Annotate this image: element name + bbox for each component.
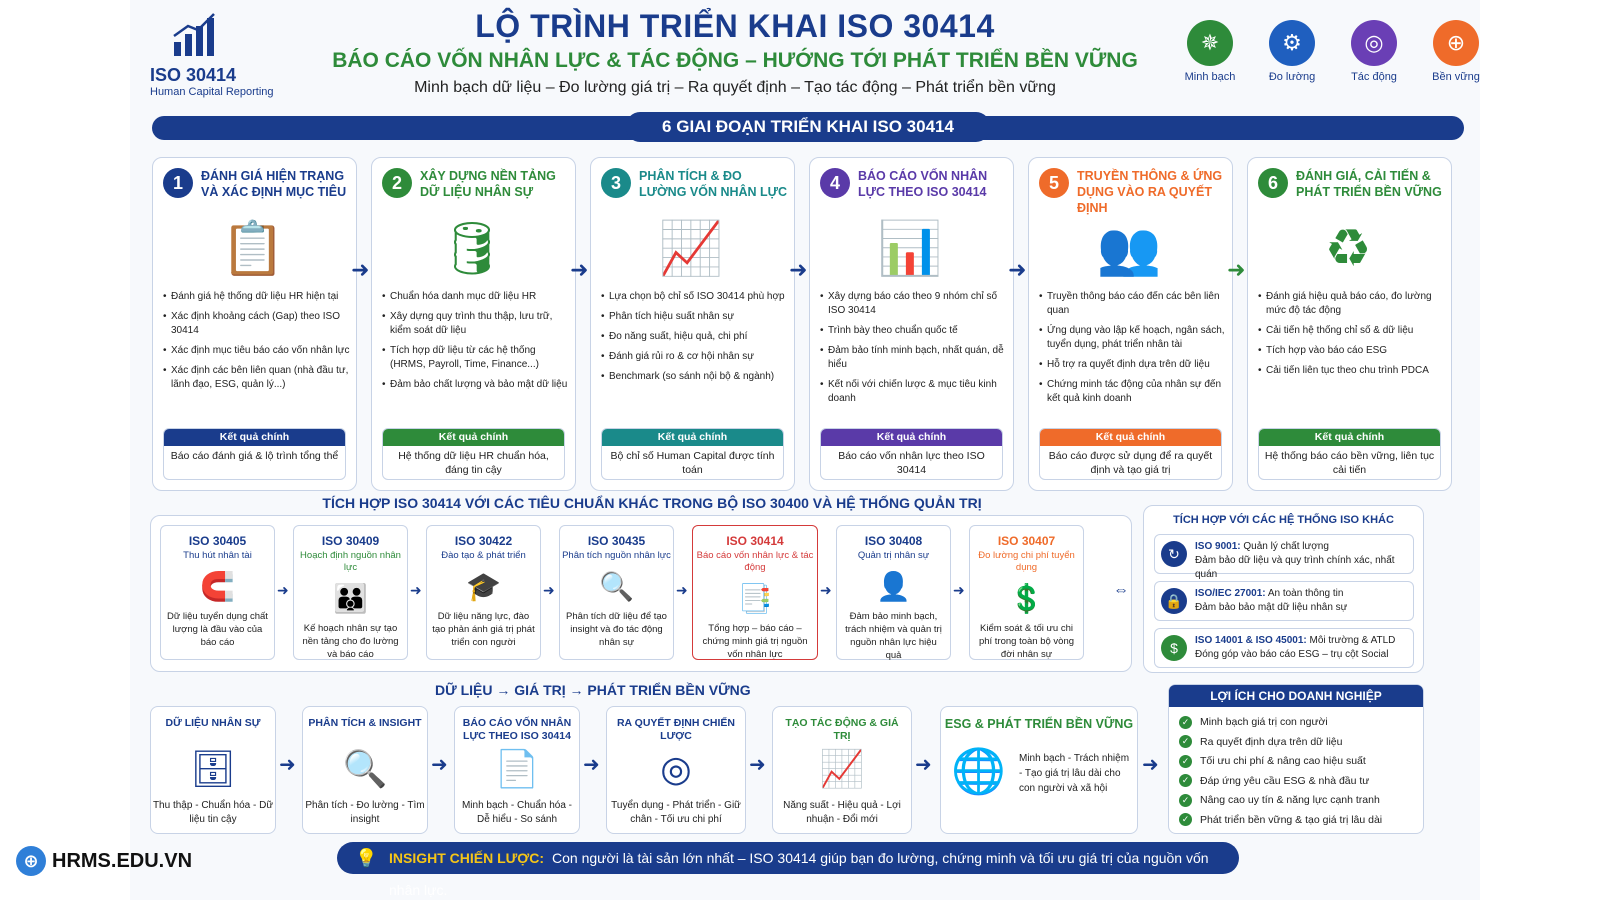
phase-result — [1039, 428, 1222, 480]
phase-card-4 — [809, 157, 1014, 491]
phase-card-6 — [1247, 157, 1452, 491]
lightbulb-icon: 💡 — [355, 848, 378, 868]
flow-esg-desc: Minh bạch - Trách nhiệm - Tạo giá trị lâu dài cho con người và xã hội — [1019, 753, 1130, 794]
globe-icon: ⊕ — [16, 846, 46, 876]
check-icon: ✓ — [1179, 794, 1192, 807]
standard-desc: Dữ liệu năng lực, đào tạo phản ánh giá trị phát triển con người — [432, 611, 535, 648]
flow-step-title: BÁO CÁO VỐN NHÂN LỰC THEO ISO 30414 — [462, 717, 572, 742]
magnifier-chart-icon: 🔍 — [342, 748, 388, 789]
standard-desc: Kế hoạch nhân sự tạo nền tảng cho đo lường và báo cáo — [302, 623, 399, 660]
phase-item: • Chuẩn hóa danh mục dữ liệu HR — [382, 290, 570, 304]
standard-code: ISO 30405 — [188, 534, 247, 548]
flow-step-3 — [454, 706, 580, 834]
standard-desc: Kiểm soát & tối ưu chi phí trong toàn bộ vòng đời nhân sự — [978, 623, 1075, 660]
site-name: HRMS.EDU.VN — [52, 849, 193, 872]
arrow-right-icon: ➜ — [820, 582, 832, 598]
standard-name: Quản trị nhân sự — [857, 550, 930, 561]
benefit-text: Ra quyết định dựa trên dữ liệu — [1200, 735, 1343, 748]
lock-icon: 🔒 — [1161, 588, 1187, 614]
flow-esg-title: ESG & PHÁT TRIỂN BỀN VỮNG — [944, 717, 1134, 731]
standard-name: Thu hút nhân tài — [183, 550, 252, 561]
other-iso-desc: Đảm bảo bảo mật dữ liệu nhân sự — [1195, 602, 1348, 613]
other-iso-row — [1154, 628, 1414, 668]
flow-step-title: RA QUYẾT ĐỊNH CHIẾN LƯỢC — [616, 717, 736, 742]
other-iso-panel — [1143, 505, 1424, 673]
standard-card-30405 — [160, 525, 275, 660]
phase-item: • Truyền thông báo cáo đến các bên liên quan — [1039, 290, 1227, 318]
phase-result-label: Kết quả chính — [1040, 429, 1221, 446]
flow-step-5 — [772, 706, 912, 834]
standard-card-30408 — [836, 525, 951, 660]
arrow-right-icon: ➜ — [279, 754, 296, 776]
check-icon: ✓ — [1179, 735, 1192, 748]
flow-step-title: PHÂN TÍCH & INSIGHT — [308, 717, 422, 729]
clipboard-magnifier-icon: 📋 — [220, 220, 286, 278]
benefit-text: Đáp ứng yêu cầu ESG & nhà đầu tư — [1200, 774, 1370, 787]
phase-item: • Tích hợp vào báo cáo ESG — [1258, 344, 1446, 358]
benefit-item — [1179, 752, 1423, 772]
phase-item: • Cải tiến liên tục theo chu trình PDCA — [1258, 364, 1446, 378]
phase-item: • Cải tiến hệ thống chỉ số & dữ liệu — [1258, 324, 1446, 338]
cost-cycle-icon: 💲 — [1009, 583, 1044, 614]
phase-result-text: Báo cáo đánh giá & lộ trình tổng thể — [170, 450, 339, 462]
other-iso-code: ISO 14001 & ISO 45001: — [1195, 635, 1307, 646]
benefit-text: Tối ưu chi phí & nâng cao hiệu suất — [1200, 755, 1366, 767]
benefit-item — [1179, 733, 1423, 753]
dollar-cycle-icon: $ — [1161, 635, 1187, 661]
other-iso-row — [1154, 581, 1414, 621]
phase-card-3 — [590, 157, 795, 491]
phase-title: PHÂN TÍCH & ĐO LƯỜNG VỐN NHÂN LỰC — [639, 169, 788, 199]
badge-label: Tác động — [1351, 71, 1397, 83]
phase-result — [1258, 428, 1441, 480]
other-iso-name: Quản lý chất lượng — [1243, 541, 1329, 552]
phase-result-text: Bộ chỉ số Human Capital được tính toán — [610, 450, 775, 476]
phase-items — [820, 290, 1008, 412]
other-iso-code: ISO/IEC 27001: — [1195, 588, 1266, 599]
benefit-item — [1179, 713, 1423, 733]
phases-banner-label: 6 GIAI ĐOẠN TRIỂN KHAI ISO 30414 — [626, 112, 990, 142]
standard-code: ISO 30435 — [587, 534, 646, 548]
arrow-right-icon: ➜ — [953, 582, 965, 598]
integration-title: TÍCH HỢP ISO 30414 VỚI CÁC TIÊU CHUẨN KHÁC TRONG BỘ ISO 30400 VÀ HỆ THỐNG QUẢN TRỊ — [322, 495, 982, 511]
magnet-people-icon: 🧲 — [200, 571, 235, 602]
arrow-right-icon: ➜ — [570, 257, 589, 282]
phase-item: • Xác định khoảng cách (Gap) theo ISO 30414 — [163, 310, 351, 338]
phase-item: • Xác định mục tiêu báo cáo vốn nhân lực — [163, 344, 351, 358]
arrow-right-icon: ➜ — [1227, 257, 1246, 282]
insight-bar — [337, 842, 1239, 898]
compass-icon: ✵ — [1187, 20, 1233, 66]
flow-step-4 — [606, 706, 746, 834]
standard-name: Phân tích nguồn nhân lực — [562, 550, 671, 561]
org-people-icon: 👪 — [333, 583, 368, 614]
check-icon: ✓ — [1179, 813, 1192, 826]
phase-number: 5 — [1039, 168, 1069, 198]
flow-step-desc: Thu thập - Chuẩn hóa - Dữ liệu tin cậy — [152, 800, 274, 825]
standard-code: ISO 30422 — [454, 534, 513, 548]
other-iso-text — [1195, 634, 1410, 662]
benefit-item — [1179, 791, 1423, 811]
badge-label: Đo lường — [1268, 71, 1316, 83]
flow-title: DỮ LIỆU → GIÁ TRỊ → PHÁT TRIỂN BỀN VỮNG — [435, 682, 751, 698]
benefit-text: Nâng cao uy tín & năng lực cạnh tranh — [1200, 794, 1380, 806]
badge-impact — [1344, 20, 1404, 83]
page-subtitle: BÁO CÁO VỐN NHÂN LỰC & TÁC ĐỘNG – HƯỚNG TỚI PHÁT TRIỂN BỀN VỮNG — [332, 49, 1138, 72]
phase-item: • Đảm bảo tính minh bạch, nhất quán, dễ hiểu — [820, 344, 1008, 372]
report-icon: 📑 — [737, 583, 773, 614]
standard-name: Đào tạo & phát triển — [441, 550, 526, 561]
value-badges — [1180, 20, 1486, 83]
phase-result — [601, 428, 784, 480]
report-dashboard-icon: 📊 — [877, 220, 943, 278]
phase-result-text: Báo cáo vốn nhân lực theo ISO 30414 — [838, 450, 985, 476]
arrow-right-icon: ➜ — [789, 257, 808, 282]
standard-code: ISO 30408 — [864, 534, 923, 548]
standard-desc: Phân tích dữ liệu để tạo insight và đo tác động nhân sự — [566, 611, 667, 648]
benefits-panel — [1168, 684, 1424, 834]
phase-result-label: Kết quả chính — [821, 429, 1002, 446]
phase-items — [601, 290, 789, 390]
phase-items — [163, 290, 351, 398]
header — [320, 8, 1150, 97]
arrow-right-icon: ➜ — [676, 582, 688, 598]
page-tagline: Minh bạch dữ liệu – Đo lường giá trị – Ra quyết định – Tạo tác động – Phát triển bền vững — [414, 79, 1056, 96]
phase-result-text: Báo cáo được sử dụng để ra quyết định và tạo giá trị — [1048, 450, 1213, 476]
phase-item: • Chứng minh tác động của nhân sự đến kết quả kinh doanh — [1039, 378, 1227, 406]
badge-measurement — [1262, 20, 1322, 83]
phase-item: • Hỗ trợ ra quyết định dựa trên dữ liệu — [1039, 358, 1227, 372]
other-iso-code: ISO 9001: — [1195, 541, 1241, 552]
other-iso-desc: Đóng góp vào báo cáo ESG – trụ cột Social — [1195, 649, 1389, 660]
phase-result — [820, 428, 1003, 480]
standard-card-30407 — [969, 525, 1084, 660]
standard-card-30414 — [692, 525, 818, 660]
arrow-right-icon: ➜ — [1008, 257, 1027, 282]
benefit-text: Minh bạch giá trị con người — [1200, 716, 1328, 728]
standard-card-30422 — [426, 525, 541, 660]
arrow-right-icon: ➜ — [431, 754, 448, 776]
database-gear-icon: 🛢 — [438, 220, 505, 278]
page-title: LỘ TRÌNH TRIỂN KHAI ISO 30414 — [475, 8, 995, 44]
arrow-right-icon: ➜ — [915, 754, 932, 776]
phases-banner — [152, 116, 1464, 140]
flow-step-2 — [302, 706, 428, 834]
other-iso-desc: Đảm bảo dữ liệu và quy trình chính xác, nhất quán — [1195, 555, 1395, 580]
flow-step-1 — [150, 706, 276, 834]
brand-block — [150, 12, 310, 98]
benefits-title: LỢI ÍCH CHO DOANH NGHIỆP — [1169, 685, 1423, 707]
phase-items — [382, 290, 570, 398]
phase-number: 2 — [382, 168, 412, 198]
badge-sustainability — [1426, 20, 1486, 83]
arrow-right-icon: ➜ — [277, 582, 289, 598]
other-iso-name: An toàn thông tin — [1267, 588, 1344, 599]
target-icon: ◎ — [1351, 20, 1397, 66]
check-icon: ✓ — [1179, 755, 1192, 768]
arrow-right-icon: ➜ — [1142, 754, 1159, 776]
standard-name: Đo lường chi phí tuyển dụng — [978, 550, 1075, 573]
flow-esg — [940, 706, 1138, 834]
site-link[interactable] — [16, 846, 192, 876]
phase-item: • Tích hợp dữ liệu từ các hệ thống (HRMS, Payroll, Time, Finance...) — [382, 344, 570, 372]
insight-text: Con người là tài sản lớn nhất – ISO 30414 giúp bạn đo lường, chứng minh và tối ưu giá trị của nguồn vốn nhân lực. — [389, 850, 1209, 898]
phase-title: ĐÁNH GIÁ, CẢI TIẾN & PHÁT TRIỂN BỀN VỮNG — [1296, 169, 1442, 199]
phase-items — [1039, 290, 1227, 412]
phase-items — [1258, 290, 1446, 384]
other-iso-text — [1195, 540, 1410, 582]
phase-item: • Phân tích hiệu suất nhân sự — [601, 310, 789, 324]
benefit-text: Phát triển bền vững & tạo giá trị lâu dài — [1200, 813, 1383, 826]
standard-code: ISO 30407 — [997, 534, 1056, 548]
insight-label: INSIGHT CHIẾN LƯỢC: — [389, 850, 544, 866]
standard-code: ISO 30414 — [726, 534, 784, 548]
other-iso-text — [1195, 587, 1410, 615]
phase-result-label: Kết quả chính — [602, 429, 783, 446]
standard-name: Báo cáo vốn nhân lực & tác động — [696, 550, 814, 573]
target-icon: ◎ — [660, 748, 692, 789]
arrow-right-icon: ➜ — [749, 754, 766, 776]
standard-desc: Dữ liệu tuyển dụng chất lượng là đầu vào của báo cáo — [167, 611, 268, 648]
phase-number: 6 — [1258, 168, 1288, 198]
other-iso-row — [1154, 534, 1414, 580]
flow-step-desc: Tuyển dụng - Phát triển - Giữ chân - Tối ưu chi phí — [611, 800, 741, 825]
phase-title: XÂY DỰNG NỀN TẢNG DỮ LIỆU NHÂN SỰ — [420, 169, 556, 199]
phase-number: 3 — [601, 168, 631, 198]
phase-result — [163, 428, 346, 480]
flow-step-desc: Năng suất - Hiệu quả - Lợi nhuận - Đổi mới — [783, 800, 901, 825]
phase-number: 4 — [820, 168, 850, 198]
phase-item: • Trình bày theo chuẩn quốc tế — [820, 324, 1008, 338]
phase-title: TRUYỀN THÔNG & ỨNG DỤNG VÀO RA QUYẾT ĐỊNH — [1077, 169, 1223, 215]
arrow-right-icon: ➜ — [351, 257, 370, 282]
phase-card-1 — [152, 157, 357, 491]
flow-step-title: DỮ LIỆU NHÂN SỰ — [165, 717, 261, 729]
phase-result-label: Kết quả chính — [383, 429, 564, 446]
standard-desc: Đảm bảo minh bạch, trách nhiệm và quản trị nguồn nhân lực hiệu quả — [845, 611, 942, 661]
flow-step-title: TẠO TÁC ĐỘNG & GIÁ TRỊ — [785, 717, 899, 742]
phase-title: ĐÁNH GIÁ HIỆN TRẠNG VÀ XÁC ĐỊNH MỤC TIÊU — [201, 169, 347, 199]
standard-desc: Tổng hợp – báo cáo – chứng minh giá trị nguồn vốn nhân lực — [702, 623, 808, 660]
phase-item: • Đánh giá rủi ro & cơ hội nhân sự — [601, 350, 789, 364]
double-arrow-icon: ⇔ — [1113, 582, 1129, 599]
arrow-right-icon: ➜ — [543, 582, 555, 598]
flow-step-desc: Phân tích - Đo lường - Tìm insight — [305, 800, 425, 825]
phase-item: • Lựa chọn bộ chỉ số ISO 30414 phù hợp — [601, 290, 789, 304]
people-globe-icon: 🌐 — [951, 747, 1006, 796]
brand-subtitle: Human Capital Reporting — [150, 86, 274, 98]
growth-chart-icon: 📈 — [819, 748, 865, 789]
standard-name: Hoạch định nguồn nhân lực — [300, 550, 401, 573]
phase-card-2 — [371, 157, 576, 491]
phase-item: • Xây dựng báo cáo theo 9 nhóm chỉ số ISO 30414 — [820, 290, 1008, 318]
other-iso-title: TÍCH HỢP VỚI CÁC HỆ THỐNG ISO KHÁC — [1173, 514, 1394, 526]
database-icon: 🗄 — [190, 748, 236, 789]
phase-result — [382, 428, 565, 480]
arrow-right-icon: ➜ — [410, 582, 422, 598]
check-icon: ✓ — [1179, 774, 1192, 787]
phase-item: • Benchmark (so sánh nội bộ & ngành) — [601, 370, 789, 384]
phase-item: • Đánh giá hệ thống dữ liệu HR hiện tại — [163, 290, 351, 304]
bar-chart-icon — [170, 12, 220, 58]
document-icon: 📄 — [494, 748, 540, 789]
phase-number: 1 — [163, 168, 193, 198]
phase-result-label: Kết quả chính — [1259, 429, 1440, 446]
phase-item: • Xây dựng quy trình thu thập, lưu trữ, kiểm soát dữ liệu — [382, 310, 570, 338]
phase-item: • Xác định các bên liên quan (nhà đầu tư, lãnh đạo, ESG, quản lý...) — [163, 364, 351, 392]
hierarchy-icon: 👤 — [876, 571, 911, 602]
phase-card-5 — [1028, 157, 1233, 491]
phase-item: • Đo năng suất, hiệu quả, chi phí — [601, 330, 789, 344]
benefit-item — [1179, 811, 1423, 831]
analytics-chart-icon: 📈 — [658, 220, 724, 278]
standard-card-30409 — [293, 525, 408, 660]
phase-item: • Đánh giá hiệu quả báo cáo, đo lường mức độ tác động — [1258, 290, 1446, 318]
phase-result-text: Hệ thống báo cáo bền vững, liên tục cải tiến — [1264, 450, 1435, 476]
standard-code: ISO 30409 — [321, 534, 380, 548]
graduation-book-icon: 🎓 — [466, 571, 501, 602]
badge-transparency — [1180, 20, 1240, 83]
refresh-icon: ↻ — [1161, 541, 1187, 567]
cycle-growth-icon: ♻ — [1324, 220, 1372, 278]
phase-item: • Đảm bảo chất lượng và bảo mật dữ liệu — [382, 378, 570, 392]
gear-icon: ⚙ — [1269, 20, 1315, 66]
phase-item: • Ứng dụng vào lập kế hoạch, ngân sách, tuyển dụng, phát triển nhân tài — [1039, 324, 1227, 352]
benefits-list — [1169, 707, 1423, 830]
phase-result-text: Hệ thống dữ liệu HR chuẩn hóa, đáng tin cậy — [398, 450, 549, 476]
phase-result-label: Kết quả chính — [164, 429, 345, 446]
globe-icon: ⊕ — [1433, 20, 1479, 66]
standard-card-30435 — [559, 525, 674, 660]
badge-label: Bền vững — [1432, 71, 1480, 83]
flow-step-desc: Minh bạch - Chuẩn hóa - Dễ hiểu - So sánh — [461, 800, 573, 825]
phase-title: BÁO CÁO VỐN NHÂN LỰC THEO ISO 30414 — [858, 169, 988, 199]
check-icon: ✓ — [1179, 716, 1192, 729]
team-presentation-icon: 👥 — [1096, 220, 1162, 278]
magnifier-chart-icon: 🔍 — [599, 571, 634, 602]
arrow-right-icon: ➜ — [583, 754, 600, 776]
badge-label: Minh bạch — [1184, 71, 1236, 83]
other-iso-name: Môi trường & ATLD — [1309, 635, 1396, 646]
phase-item: • Kết nối với chiến lược & mục tiêu kinh doanh — [820, 378, 1008, 406]
brand-name: ISO 30414 — [150, 65, 237, 85]
benefit-item — [1179, 772, 1423, 792]
